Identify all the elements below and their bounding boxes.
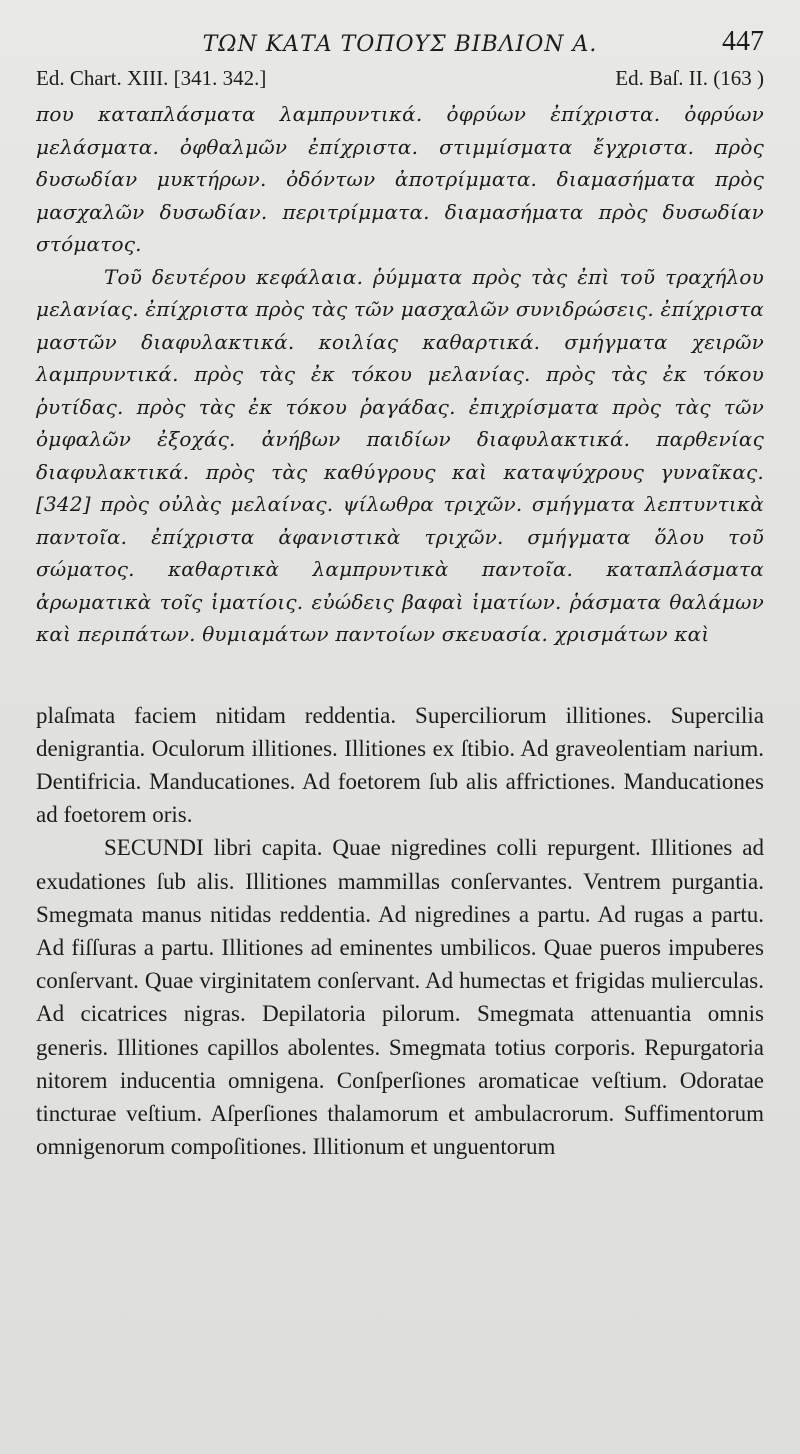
greek-paragraph-1: που καταπλάσματα λαμπρυντικά. ὀφρύων ἐπίχριστα. ὀφρύων μελάσματα. ὀφθαλμῶν ἐπίχριστα. στιμμίσματα ἔγχριστα. πρὸς δυσωδίαν μυκτήρων. ὀδόντων ἀποτρίμματα. διαμασήματα πρὸς μασχαλῶν δυσωδίαν. περιτρίμματα. διαμασήματα πρὸς δυσωδίαν στόματος.	[36, 102, 764, 256]
page-number: 447	[722, 26, 764, 57]
greek-text	[36, 98, 764, 651]
latin-text	[36, 699, 764, 1164]
edition-references	[36, 62, 764, 94]
latin-paragraph-2: SECUNDI libri capita. Quae nigredines colli repurgent. Illitiones ad exudationes ſub alis. Illitiones mammillas conſervantes. Ventrem purgantia. Smegmata manus nitidas reddentia. Ad nigredines a partu. Ad rugas a partu. Ad fiſſuras a partu. Illitiones ad eminentes umbilicos. Quae pueros impuberes conſervant. Quae virginitatem conſervant. Ad humectas et frigidas mulierculas. Ad cicatrices nigras. Depilatoria pilorum. Smegmata attenuantia omnis generis. Illitiones capillos abolentes. Smegmata totius corporis. Repurgatoria nitorem inducentia omnigena. Conſperſiones aromaticae veſtium. Odoratae tincturae veſtium. Aſperſiones thalamorum et ambulacrorum. Suffimentorum omnigenorum compoſitiones. Illitionum et unguentorum	[36, 835, 764, 1160]
greek-paragraph-2: Τοῦ δευτέρου κεφάλαια. ῥύμματα πρὸς τὰς ἐπὶ τοῦ τραχήλου μελανίας. ἐπίχριστα πρὸς τὰς τῶν μασχαλῶν συνιδρώσεις. ἐπίχριστα μαστῶν διαφυλακτικά. κοιλίας καθαρτικά. σμήγματα χειρῶν λαμπρυντικά. πρὸς τὰς ἐκ τόκου μελανίας. πρὸς τὰς ἐκ τόκου ῥυτίδας. πρὸς τὰς ἐκ τόκου ῥαγάδας. ἐπιχρίσματα πρὸς τὰς τῶν ὀμφαλῶν ἐξοχάς. ἀνήβων παιδίων διαφυλακτικά. παρθενίας διαφυλακτικά. πρὸς τὰς καθύγρους καὶ καταψύχρους γυναῖκας. [342] πρὸς οὐλὰς μελαίνας. ψίλωθρα τριχῶν. σμήγματα λεπτυντικὰ παντοῖα. ἐπίχριστα ἀφανιστικὰ τριχῶν. σμήγματα ὅλου τοῦ σώματος. καθαρτικὰ λαμπρυντικὰ παντοῖα. καταπλάσματα ἀρωματικὰ τοῖς ἱματίοις. εὐώδεις βαφαὶ ἱματίων. ῥάσματα θαλάμων καὶ περιπάτων. θυμιαμάτων παντοίων σκευασία. χρισμάτων καὶ	[36, 264, 764, 646]
latin-paragraph-1: plaſmata faciem nitidam reddentia. Superciliorum illitiones. Supercilia denigrantia. Oculorum illitiones. Illitiones ex ſtibio. Ad graveolentiam narium. Dentifricia. Manducationes. Ad foetorem ſub alis affrictiones. Manducationes ad foetorem oris.	[36, 702, 764, 828]
running-title: ΤΩΝ ΚΑΤΑ ΤΟΠΟΥΣ ΒΙΒΛΙΟΝ Α.	[202, 32, 598, 57]
running-head	[36, 22, 764, 62]
edition-basel: Ed. Baſ. II. (163 )	[615, 66, 764, 90]
edition-chartier: Ed. Chart. XIII. [341. 342.]	[36, 66, 267, 90]
